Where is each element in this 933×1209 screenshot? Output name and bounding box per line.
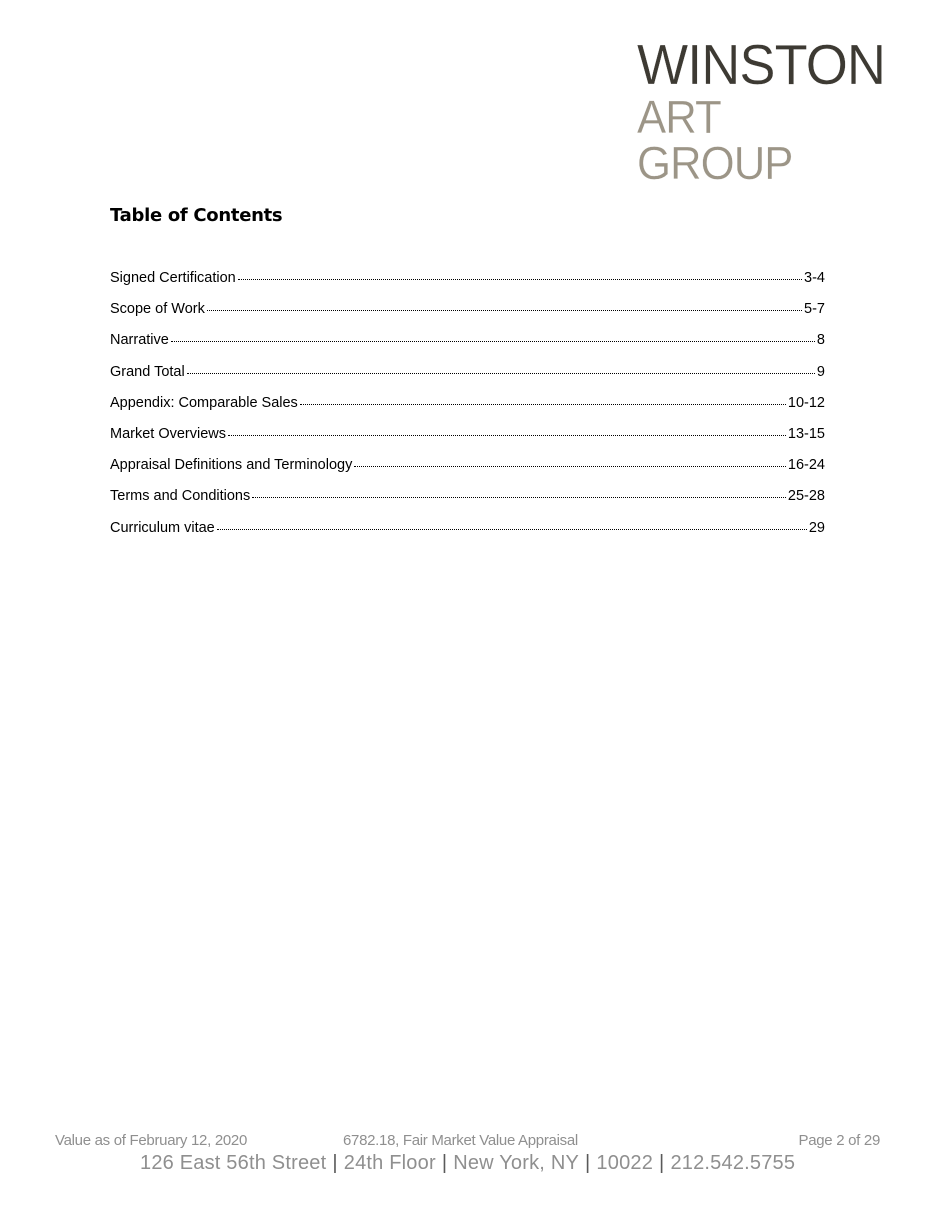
toc-item-label: Appendix: Comparable Sales [110,394,298,411]
toc-title: Table of Contents [110,205,283,226]
footer-address-line [0,1152,933,1180]
toc-leader-dots [217,529,807,530]
toc-leader-dots [238,279,802,280]
toc-leader-dots [252,497,786,498]
footer-separator: | [441,1152,448,1174]
toc-item-page: 29 [808,519,825,536]
footer-city: New York, NY [453,1152,580,1174]
footer-info-line [0,1130,933,1152]
toc-item-signed-certification[interactable] [110,270,825,301]
toc-item-page: 3-4 [804,270,825,286]
toc-item-scope-of-work[interactable] [110,301,825,332]
toc-item-page: 9 [816,363,825,380]
toc-item-curriculum-vitae[interactable] [110,520,825,551]
company-logo [637,33,886,189]
footer-zip: 10022 [596,1152,654,1174]
toc-item-page: 5-7 [804,301,825,318]
toc-item-page: 8 [816,332,825,349]
toc-item-market-overviews[interactable] [110,426,825,457]
toc-item-narrative[interactable] [110,332,825,363]
toc-leader-dots [207,310,802,311]
logo-line-art-group: ART GROUP [637,91,793,189]
footer-separator: | [332,1152,338,1174]
footer-phone[interactable]: 212.542.5755 [670,1152,796,1174]
toc-leader-dots [187,373,815,374]
toc-item-label: Terms and Conditions [110,488,251,505]
toc-leader-dots [300,404,786,405]
toc-item-page: 10-12 [787,394,825,411]
footer-value-date: Value as of February 12, 2020 [55,1132,247,1149]
toc-item-terms-and-conditions[interactable] [110,488,825,519]
toc-item-page: 25-28 [787,488,825,505]
toc-item-label: Scope of Work [110,301,205,318]
toc-leader-dots [228,435,786,436]
toc-leader-dots [171,341,815,342]
toc-item-appraisal-definitions[interactable] [110,457,825,488]
footer-street: 126 East 56th Street [140,1152,327,1174]
footer-floor: 24th Floor [343,1152,436,1174]
logo-line-winston: WINSTON [637,33,886,97]
footer-separator: | [585,1152,591,1174]
table-of-contents [110,270,825,551]
toc-item-label: Narrative [110,332,169,349]
toc-item-label: Grand Total [110,363,185,380]
toc-item-grand-total[interactable] [110,364,825,395]
toc-item-label: Curriculum vitae [110,519,215,536]
page-footer [0,1130,933,1180]
footer-page-indicator: Page 2 of 29 [798,1132,880,1149]
toc-item-appendix-comparable-sales[interactable] [110,395,825,426]
toc-leader-dots [354,466,786,467]
footer-separator: | [659,1152,665,1174]
toc-item-page: 13-15 [787,425,825,442]
footer-report-title: 6782.18, Fair Market Value Appraisal [343,1132,578,1149]
toc-item-label: Market Overviews [110,425,227,442]
toc-item-label: Appraisal Definitions and Terminology [110,457,353,474]
toc-item-label: Signed Certification [110,270,236,286]
toc-item-page: 16-24 [787,457,825,474]
